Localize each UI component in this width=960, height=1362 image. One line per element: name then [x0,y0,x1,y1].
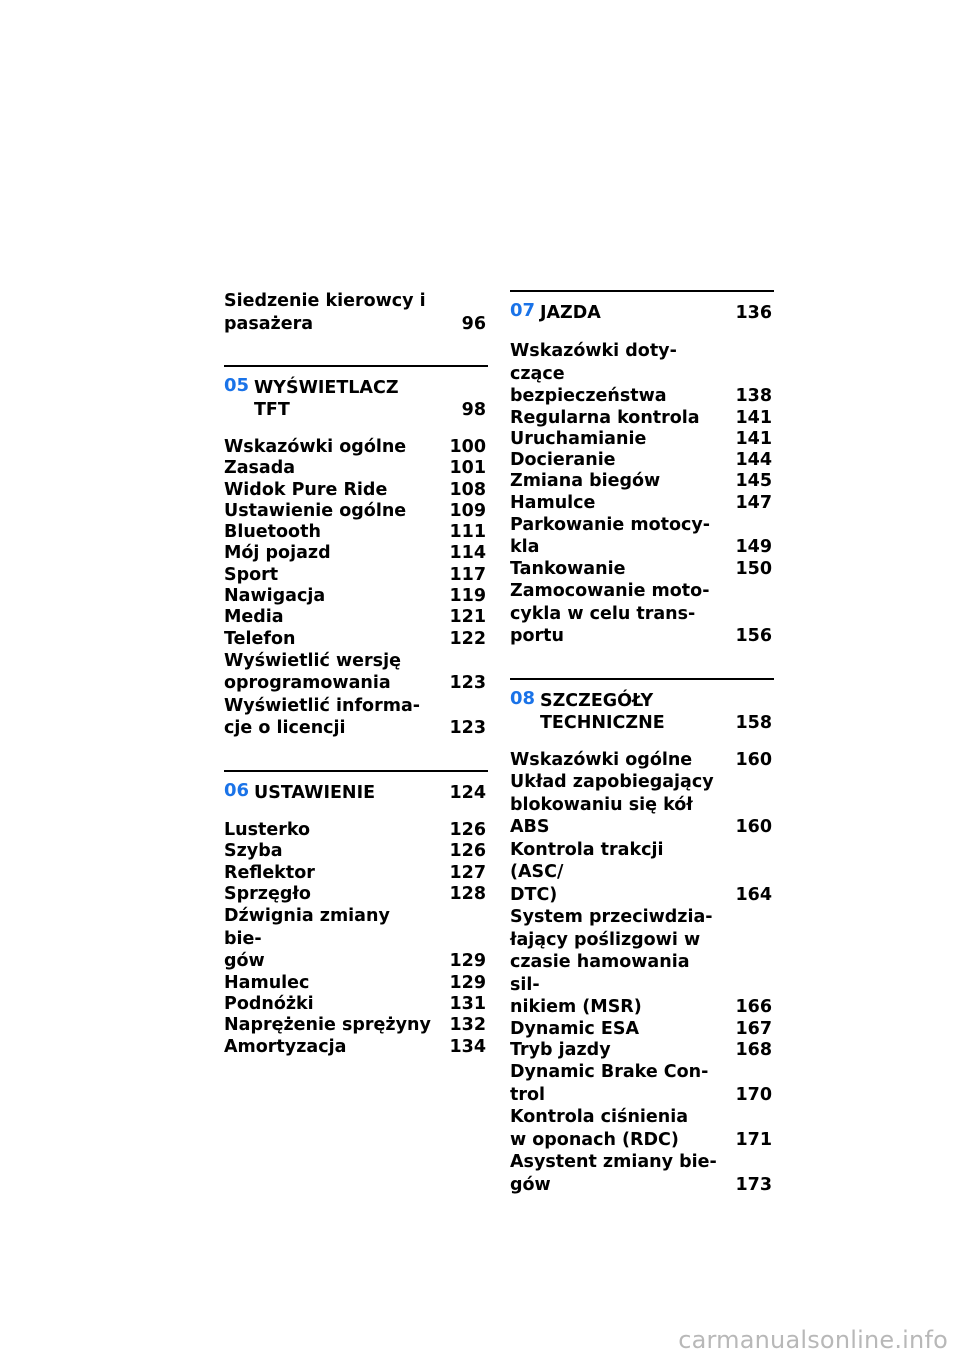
entry-page: 111 [449,522,486,543]
entry-title: nikiem (MSR) [510,997,642,1018]
toc-entry[interactable] [510,471,774,492]
entry-page: 108 [449,479,486,500]
toc-entry[interactable] [510,906,774,1019]
toc-entry[interactable] [510,750,774,771]
entry-page: 160 [735,817,772,838]
entry-title: Wskazówki ogólne [224,437,407,457]
entry-page: 144 [735,450,772,471]
toc-entry[interactable] [224,884,488,905]
toc-entry[interactable] [224,543,488,564]
entry-title: System przeciwdzia- [510,907,713,928]
entry-page: 132 [449,1015,486,1036]
watermark: carmanualsonline.info [678,1326,948,1354]
entry-page: 171 [735,1129,772,1150]
toc-entry[interactable] [224,820,488,841]
toc-entry[interactable] [224,480,488,501]
entry-title: pasażera [224,313,314,334]
toc-entry[interactable] [224,863,488,884]
entry-title: cje o licencji [224,718,346,739]
entry-page: 173 [735,1174,772,1195]
entry-title: Wyświetlić wersję [224,650,401,671]
toc-entry[interactable] [224,695,488,740]
entry-title: Ustawienie ogólne [224,500,407,521]
toc-entry[interactable] [224,458,488,479]
toc-entry[interactable] [224,1015,488,1036]
toc-entry[interactable] [510,450,774,471]
entry-page: 166 [735,997,772,1018]
entry-title: Dynamic ESA [510,1018,640,1039]
toc-entry[interactable] [510,408,774,429]
toc-entry[interactable] [224,290,488,335]
entry-title: Naprężenie sprężyny [224,1015,431,1036]
entry-title: Tankowanie [510,558,626,579]
entry-page: 156 [735,626,772,647]
chapter-page: 124 [449,782,486,803]
entry-title: Asystent zmiany bie- [510,1152,717,1173]
entry-page: 168 [735,1039,772,1060]
entry-page: 164 [735,884,772,905]
entry-page: 119 [449,586,486,607]
toc-entry[interactable] [224,501,488,522]
toc-entry[interactable] [510,771,774,839]
toc-entry[interactable] [510,580,774,648]
entry-title: kla [510,537,540,558]
entry-page: 100 [449,437,486,457]
entry-title: Zamocowanie moto- [510,581,710,602]
chapter-heading-07[interactable] [510,290,774,324]
toc-entry[interactable] [224,607,488,628]
entry-page: 121 [449,607,486,628]
chapter-07-entries [510,340,774,648]
entry-title: Szyba [224,841,283,862]
entry-page: 114 [449,543,486,564]
entry-page: 149 [735,537,772,558]
entry-title: Wskazówki doty- [510,341,677,361]
entry-page: 160 [735,749,772,770]
entry-page: 150 [735,558,772,579]
toc-entry[interactable] [224,650,488,695]
toc-entry[interactable] [510,839,774,907]
toc-left-column [224,290,488,1058]
entry-page: 128 [449,883,486,904]
chapter-06-entries [224,820,488,1058]
chapter-title: JAZDA [540,303,601,323]
entry-title: w oponach (RDC) [510,1129,679,1150]
toc-entry[interactable] [510,1040,774,1061]
entry-title: Lusterko [224,819,311,840]
chapter-title: SZCZEGÓŁY [540,690,654,711]
entry-title: Wskazówki ogólne [510,749,693,770]
chapter-heading-06[interactable] [224,770,488,804]
entry-title: cykla w celu trans- [510,603,696,624]
entry-page: 96 [461,313,486,334]
chapter-number: 06 [224,779,250,801]
entry-title: Telefon [224,628,296,649]
toc-entry[interactable] [224,841,488,862]
chapter-heading-05[interactable] [224,365,488,421]
entry-page: 167 [735,1018,772,1039]
toc-entry[interactable] [224,1037,488,1058]
entry-title: Docieranie [510,450,616,471]
toc-entry[interactable] [224,565,488,586]
chapter-number: 08 [510,687,536,709]
entry-title: Sprzęgło [224,883,311,904]
toc-entry[interactable] [510,340,774,408]
entry-title: Dźwignia zmiany bie- [224,906,390,949]
entry-title: czasie hamowania sil- [510,952,690,995]
entry-title: Dynamic Brake Con- [510,1062,709,1083]
entry-page: 109 [449,500,486,521]
entry-title: Nawigacja [224,586,326,607]
toc-entry[interactable] [510,1019,774,1040]
entry-page: 134 [449,1036,486,1057]
entry-page: 126 [449,841,486,862]
toc-entry[interactable] [224,905,488,973]
entry-title: Regularna kontrola [510,407,700,428]
chapter-number: 05 [224,375,250,396]
chapter-number: 07 [510,300,536,321]
toc-entry[interactable] [510,514,774,559]
entry-title: Hamulce [510,492,596,513]
entry-title: czące bezpieczeństwa [510,363,667,406]
toc-entry[interactable] [510,1151,774,1196]
toc-entry[interactable] [224,522,488,543]
entry-title: DTC) [510,884,558,905]
entry-page: 141 [735,407,772,428]
entry-title: Siedzenie kierowcy i [224,291,426,311]
entry-page: 170 [735,1084,772,1105]
toc-entry[interactable] [224,994,488,1015]
entry-title: Parkowanie motocy- [510,514,711,535]
entry-title: Mój pojazd [224,543,331,564]
entry-title: Tryb jazdy [510,1039,611,1060]
toc-entry[interactable] [510,1106,774,1151]
chapter-page: 136 [735,303,772,323]
toc-entry[interactable] [510,429,774,450]
entry-title: Uruchamianie [510,428,647,449]
toc-entry[interactable] [224,629,488,650]
entry-page: 101 [449,458,486,479]
toc-right-column [510,290,774,1196]
entry-title: Widok Pure Ride [224,479,388,500]
entry-page: 126 [449,819,486,840]
toc-entry[interactable] [224,437,488,458]
entry-title: Bluetooth [224,522,321,543]
entry-title: gów [510,1174,551,1195]
entry-title: łający poślizgowi w [510,929,701,950]
toc-entry[interactable] [510,559,774,580]
entry-title: ABS [510,817,550,838]
entry-page: 138 [735,386,772,406]
chapter-title: USTAWIENIE [254,782,376,803]
entry-title: Zasada [224,458,296,479]
toc-entry[interactable] [510,1061,774,1106]
toc-entry[interactable] [224,586,488,607]
chapter-title: WYŚWIETLACZ TFT [254,378,399,420]
entry-page: 145 [735,471,772,492]
entry-title: Zmiana biegów [510,471,661,492]
chapter-08-entries [510,750,774,1196]
toc-entry[interactable] [224,973,488,994]
entry-page: 122 [449,628,486,649]
entry-title: Wyświetlić informa- [224,695,421,716]
entry-page: 129 [449,972,486,993]
entry-page: 141 [735,428,772,449]
entry-title: Podnóżki [224,993,314,1014]
entry-page: 127 [449,862,486,883]
entry-page: 123 [449,673,486,694]
entry-title: oprogramowania [224,673,391,694]
entry-title: Układ zapobiegający [510,772,714,793]
chapter-05-entries [224,437,488,740]
entry-title: blokowaniu się kół [510,794,693,815]
entry-title: Amortyzacja [224,1036,347,1057]
entry-title: Hamulec [224,972,310,993]
entry-page: 147 [735,492,772,513]
toc-entry[interactable] [510,493,774,514]
entry-page: 123 [449,718,486,739]
entry-page: 129 [449,951,486,972]
entry-title: Reflektor [224,862,315,883]
chapter-title: TECHNICZNE [540,712,665,733]
entry-title: trol [510,1084,546,1105]
entry-title: Kontrola ciśnienia [510,1107,689,1128]
chapter-page: 158 [735,712,772,733]
chapter-heading-08[interactable] [510,678,774,734]
entry-title: Kontrola trakcji (ASC/ [510,839,664,883]
entry-title: Media [224,607,284,628]
entry-page: 131 [449,993,486,1014]
entry-title: portu [510,626,565,647]
chapter-page: 98 [461,400,486,420]
entry-title: gów [224,951,265,972]
entry-title: Sport [224,564,279,585]
entry-page: 117 [449,564,486,585]
